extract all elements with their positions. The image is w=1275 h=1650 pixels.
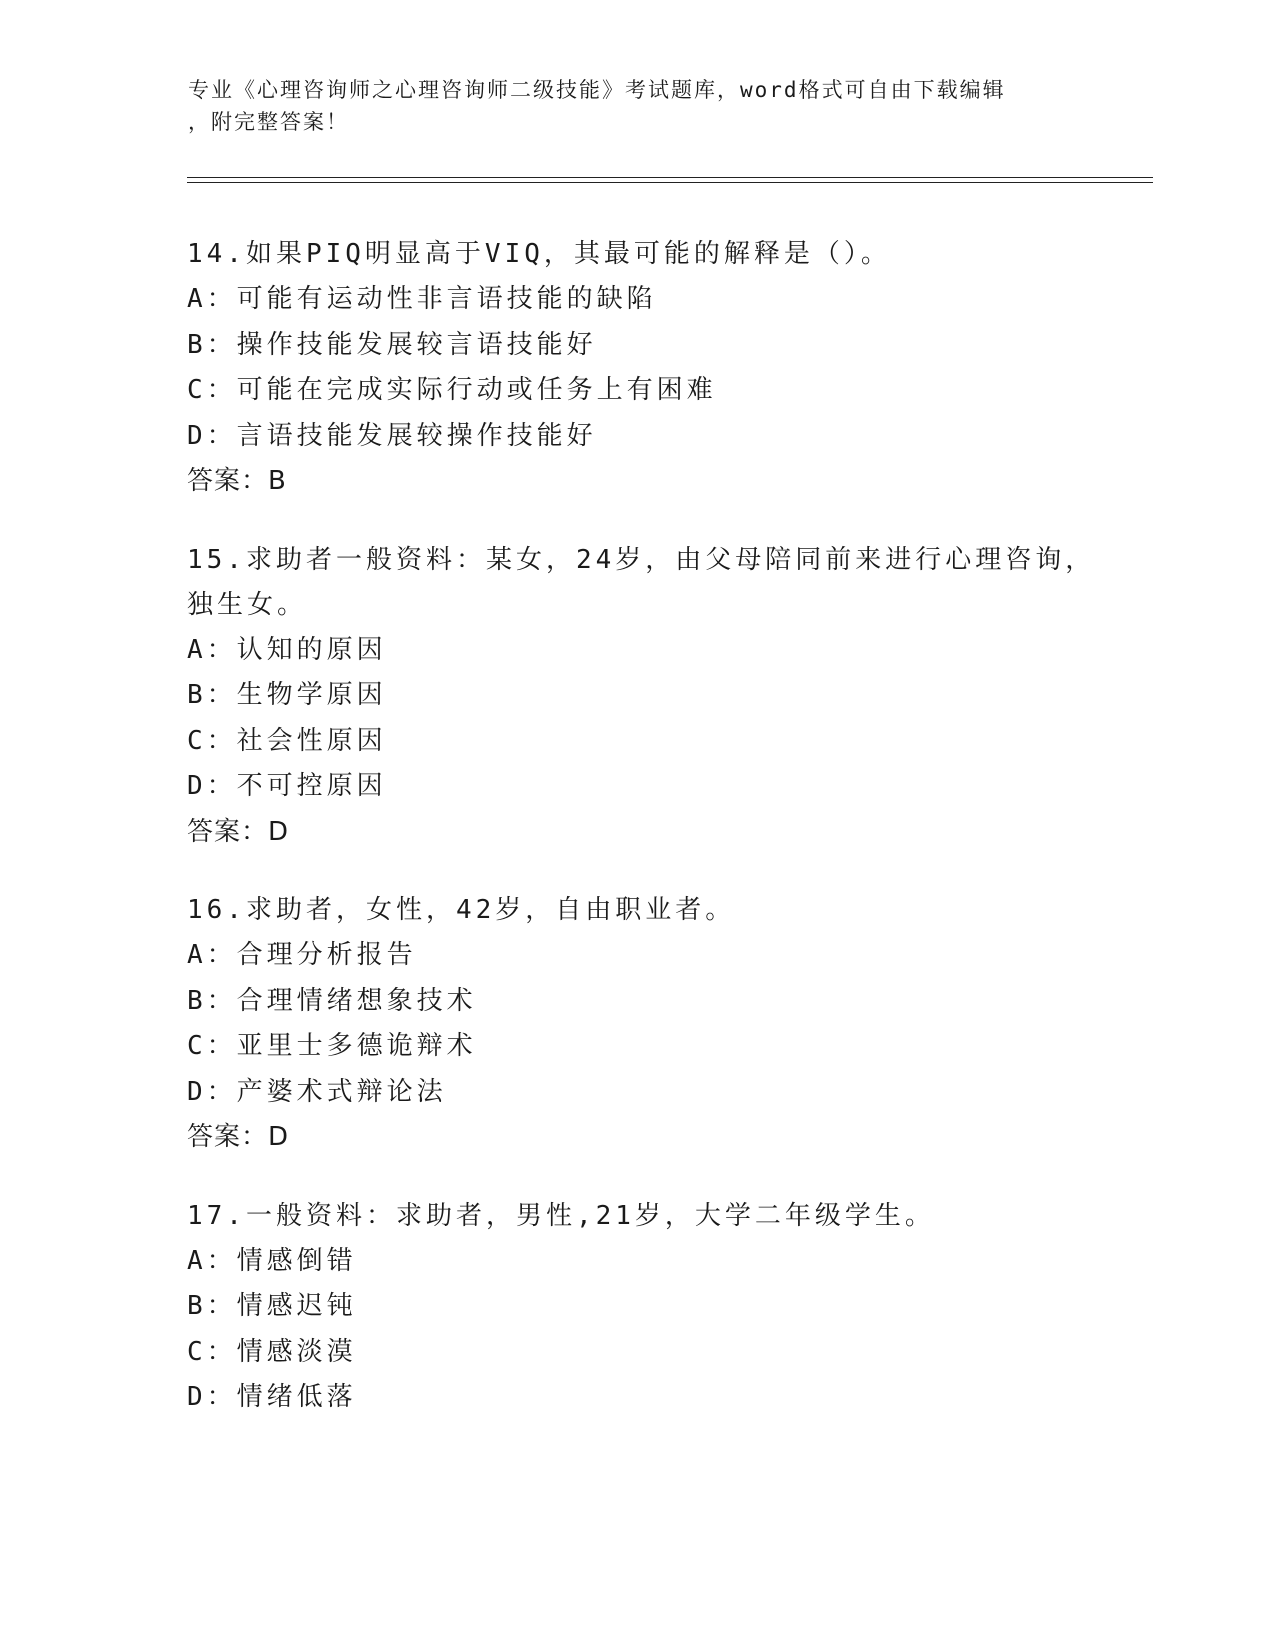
document-header [188, 74, 1088, 138]
option-c: C：社会性原因 [187, 725, 387, 756]
option-d: D：言语技能发展较操作技能好 [187, 420, 597, 451]
answer: 答案：D [187, 816, 290, 847]
question-15 [187, 538, 1107, 856]
answer: 答案：B [187, 466, 287, 496]
question-17 [187, 1194, 1107, 1421]
option-b: B：情感迟钝 [187, 1291, 357, 1321]
option-d: D：不可控原因 [187, 771, 387, 801]
option-b: B：生物学原因 [187, 680, 387, 710]
question-stem: 17.一般资料：求助者，男性,21岁，大学二年级学生。 [187, 1200, 935, 1231]
option-c: C：可能在完成实际行动或任务上有困难 [187, 375, 717, 405]
answer: 答案：D [187, 1122, 290, 1152]
option-c: C：亚里士多德诡辩术 [187, 1031, 477, 1061]
option-c: C：情感淡漠 [187, 1336, 357, 1367]
option-b: B：操作技能发展较言语技能好 [187, 329, 597, 360]
question-stem: 14.如果PIQ明显高于VIQ，其最可能的解释是（）。 [187, 239, 891, 269]
option-b: B：合理情绪想象技术 [187, 985, 477, 1016]
header-line-1: 专业《心理咨询师之心理咨询师二级技能》考试题库，word格式可自由下载编辑 [188, 78, 1006, 102]
option-a: A：认知的原因 [187, 634, 387, 665]
question-list [187, 232, 1107, 1454]
question-stem: 15.求助者一般资料：某女，24岁，由父母陪同前来进行心理咨询，独生女。 [187, 544, 1096, 620]
option-d: D：产婆术式辩论法 [187, 1076, 447, 1107]
option-d: D：情绪低落 [187, 1382, 357, 1412]
header-line-2: ，附完整答案！ [188, 110, 349, 134]
question-14 [187, 232, 1107, 505]
option-a: A：情感倒错 [187, 1245, 357, 1276]
option-a: A：合理分析报告 [187, 940, 417, 970]
question-16 [187, 888, 1107, 1161]
header-divider-top [187, 177, 1153, 178]
question-stem: 16.求助者，女性，42岁，自由职业者。 [187, 895, 736, 925]
header-divider-bottom [187, 182, 1153, 183]
option-a: A：可能有运动性非言语技能的缺陷 [187, 284, 657, 314]
